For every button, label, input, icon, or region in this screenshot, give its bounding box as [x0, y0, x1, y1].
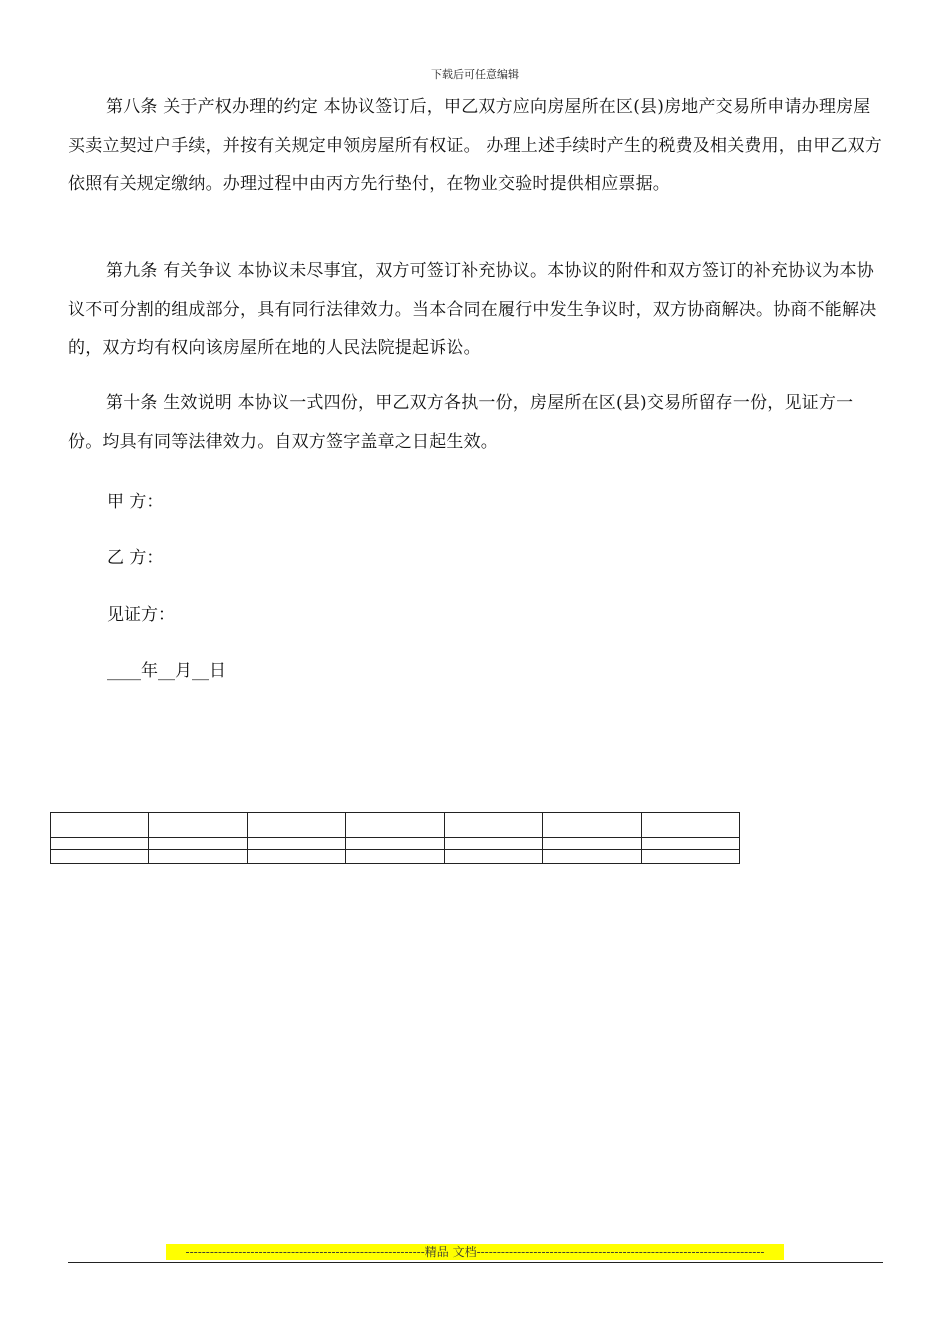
table-cell — [149, 813, 247, 838]
table-cell — [444, 813, 542, 838]
footer-banner: -----------------------------------------------------------精品 文档----------------------------------------------------------------------- — [166, 1244, 784, 1260]
table-cell — [641, 850, 739, 864]
party-a-signature: 甲 方： — [107, 492, 164, 512]
blank-table — [50, 812, 740, 864]
table-cell — [444, 850, 542, 864]
table-cell — [247, 838, 345, 850]
footer-divider — [68, 1262, 883, 1263]
table-cell — [641, 813, 739, 838]
table-cell — [149, 838, 247, 850]
header-note: 下载后可任意编辑 — [431, 68, 519, 81]
table-cell — [51, 850, 149, 864]
table-cell — [444, 838, 542, 850]
article-8: 第八条 关于产权办理的约定 本协议签订后，甲乙双方应向房屋所在区(县)房地产交易所申请办理房屋买卖立契过户手续，并按有关规定申领房屋所有权证。 办理上述手续时产生的税费及相关费用，由甲乙双方依照有关规定缴纳。办理过程中由丙方先行垫付，在物业交验时提供相应票据。 — [68, 97, 883, 194]
table-cell — [543, 850, 641, 864]
table-row — [51, 838, 740, 850]
table-cell — [51, 813, 149, 838]
article-10: 第十条 生效说明 本协议一式四份，甲乙双方各执一份，房屋所在区(县)交易所留存一份，见证方一份。均具有同等法律效力。自双方签字盖章之日起生效。 — [68, 393, 854, 452]
table-cell — [51, 838, 149, 850]
table-cell — [543, 838, 641, 850]
table-cell — [346, 813, 444, 838]
party-b-signature: 乙 方： — [107, 548, 164, 568]
table-cell — [543, 813, 641, 838]
table-cell — [149, 850, 247, 864]
table-cell — [247, 850, 345, 864]
witness-signature: 见证方： — [107, 605, 175, 625]
signing-date: ____年__月__日 — [107, 661, 226, 681]
table-cell — [641, 838, 739, 850]
table-row — [51, 850, 740, 864]
article-9: 第九条 有关争议 本协议未尽事宜，双方可签订补充协议。本协议的附件和双方签订的补充协议为本协议不可分割的组成部分，具有同行法律效力。当本合同在履行中发生争议时，双方协商解决。协商不能解决的，双方均有权向该房屋所在地的人民法院提起诉讼。 — [68, 261, 877, 358]
table-cell — [247, 813, 345, 838]
table-row — [51, 813, 740, 838]
table-cell — [346, 838, 444, 850]
table-cell — [346, 850, 444, 864]
